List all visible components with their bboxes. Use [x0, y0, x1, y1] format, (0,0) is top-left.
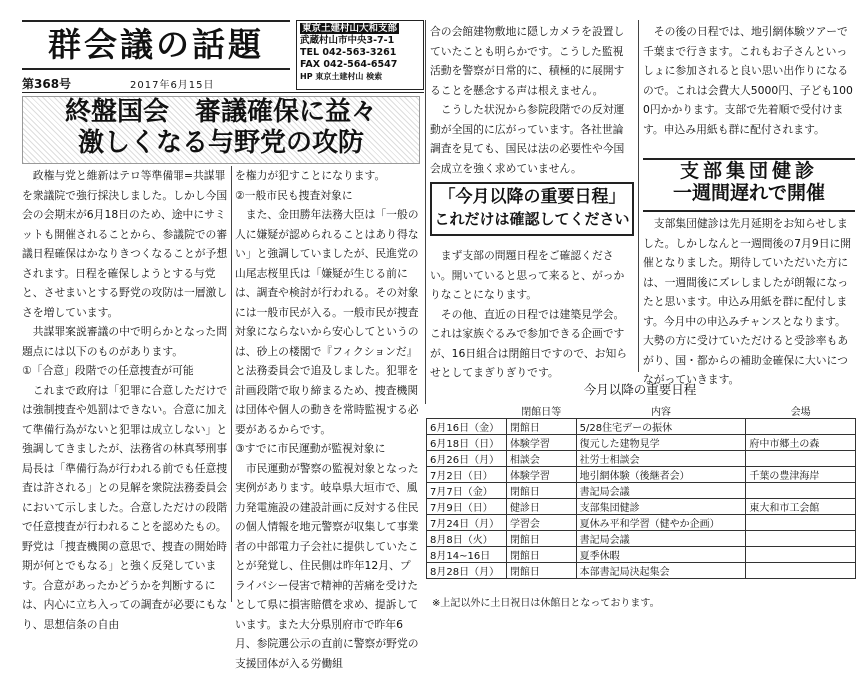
column-divider	[231, 166, 232, 602]
publisher-hp: HP 東京土建村山 検索	[300, 72, 383, 81]
schedule-header-content: 内容	[651, 407, 672, 418]
table-row	[427, 467, 856, 483]
schedule-type: 体験学習	[506, 467, 576, 483]
schedule-date: 7月24日（月）	[427, 515, 507, 531]
table-row	[427, 547, 856, 563]
schedule-header-date	[427, 403, 507, 419]
schedule-notice-heading	[430, 182, 634, 236]
schedule-content: 支部集団健診	[576, 499, 746, 515]
schedule-content: 夏休み平和学習（健やか企画）	[576, 515, 746, 531]
table-row	[427, 419, 856, 435]
schedule-type: 相談会	[506, 451, 576, 467]
schedule-header-type: 閉館日等	[521, 407, 562, 418]
schedule-date: 6月16日（金）	[427, 419, 507, 435]
publisher-info	[296, 20, 424, 90]
table-row	[427, 499, 856, 515]
column-divider	[638, 20, 639, 372]
publisher-tel: TEL 042-563-3261	[300, 47, 397, 58]
schedule-date: 6月26日（月）	[427, 451, 507, 467]
schedule-venue	[746, 451, 856, 467]
schedule-title: 今月以降の重要日程	[583, 382, 697, 397]
article-column-2: を権力が犯すことになります。 ②一般市民も捜査対象に また、金田勝年法務大臣は「一般の人に嫌疑が認められることはあり得ない」と強調していましたが、民進党の山尾志桜里氏は「嫌疑が生じる前には、調査や検討が行われる。その対象には一般市民が入る。一般市民が捜査対象にならないから安心してというのは、砂上の楼閣で『フィクションだ』と法務委員会で追及しました。犯罪を計画段階で取り締まるため、捜査機関は団体や個人の動きを常時監視する必要があるからです。 ③すでに市民運動が監視対象に 市民運動が警察の監視対象となった実例があります。岐阜県大垣市で、風力発電施設の建設計画に反対する住民の個人情報を地元警察が収集して事業者の中部電力子会社に提供していたことが発覚し、住民側は昨年12月、プライバシー侵害で精神的苦痛を受けたとして県に損害賠償を求め、提訴しています。また大分県別府市で昨年6月、参院選公示の直前に警察が野党の支援団体が入る労働組	[235, 169, 419, 670]
schedule-table	[426, 403, 856, 579]
table-row	[427, 515, 856, 531]
schedule-content: 書記局会議	[576, 483, 746, 499]
schedule-type: 閉館日	[506, 419, 576, 435]
schedule-venue: 東大和市工会館	[746, 499, 856, 515]
schedule-date: 7月9日（日）	[427, 499, 507, 515]
schedule-venue	[746, 547, 856, 563]
schedule-date: 6月18日（日）	[427, 435, 507, 451]
article-column-3b: まず支部の問題日程をご確認ください。開いていると思って来ると、がっかりなことになります。 その他、直近の日程では建築見学会。これは家族ぐるみで参加できる企画ですが、16日組合は閉館日ですので、お知らせとしてまぎりぎりです。	[430, 249, 628, 379]
schedule-type: 健診日	[506, 499, 576, 515]
publisher-address: 武蔵村山市中央3-7-1	[300, 35, 395, 46]
main-headline	[22, 96, 420, 164]
schedule-content: 復元した建物見学	[576, 435, 746, 451]
table-row	[427, 563, 856, 579]
schedule-type: 閉館日	[506, 547, 576, 563]
schedule-type: 学習会	[506, 515, 576, 531]
headline-line-1: 終盤国会 審議確保に益々	[64, 97, 377, 127]
schedule-date: 8月14~16日	[427, 547, 507, 563]
schedule-venue	[746, 419, 856, 435]
article-column-1: 政権与党と維新はテロ等準備罪=共謀罪を衆議院で強行採決しました。しかし今国会の会期末が6月18日のため、途中にサミットも開催されることから、参議院での審議日程確保はかなりきつくなることが予想されます。日程を確保しようとする与党と、させまいとする野党の攻防は一層激しさを増しています。 共謀罪案説審議の中で明らかとなった問題点には以下のものがあります。 ①「合意」段階での任意捜査が可能 これまで政府は「犯罪に合意しただけでは強制捜査や処罰はできない。合意に加えて準備行為がないと犯罪は成立しない」と強調してきましたが、法務省の林真琴刑事局長は「準備行為が行われる前でも任意捜査は許される」との見解を衆院法務委員会において示しました。合意しただけの段階で任意捜査が行われることを認めたもの。野党は「捜査機関の意思で、捜査の開始時期が何とでもなる」と強く反発しています。合意があったかどうかを判断するには、内心に立ち入っての調査が必要にもなり、思想信条の自由	[22, 169, 228, 631]
schedule-content: 夏季休暇	[576, 547, 746, 563]
checkup-line-2: 一週間遅れで開催	[672, 182, 825, 204]
schedule-content: 地引網体験（後継者会）	[576, 467, 746, 483]
schedule-venue	[746, 515, 856, 531]
article-column-4b: 支部集団健診は先月延期をお知らせしました。しかしなんと一週間後の7月9日に開催となりました。期待していただいた方には、一週間後にズレしましたが朗報になったと思います。申込み用紙を群に配付します。今月中の申込みチャンスとなります。大勢の方に受けていただけると受診率もあがり、国・都からの補助金確保に大いにつながっていきます。	[643, 217, 852, 386]
table-row	[427, 483, 856, 499]
newsletter-title: 群会議の話題	[22, 20, 290, 70]
issue-date: 2017年6月15日	[130, 80, 215, 91]
schedule-date: 8月8日（火）	[427, 531, 507, 547]
schedule-header-venue: 会場	[790, 407, 811, 418]
schedule-content: 5/28住宅デーの振休	[576, 419, 746, 435]
schedule-type: 体験学習	[506, 435, 576, 451]
schedule-type: 閉館日	[506, 531, 576, 547]
schedule-venue	[746, 531, 856, 547]
article-column-3a: 合の会館建物敷地に隠しカメラを設置していたことも明らかです。こうした監視活動を警察が日常的に、積極的に展開することを懸念する声は根えません。 こうした状況から参院段階での反対運動が全国的に広がっています。各社世論調査を見ても、国民は法の必要性や今国会成立を強く求めていません。	[430, 25, 625, 175]
table-row	[427, 435, 856, 451]
table-row	[427, 451, 856, 467]
schedule-content: 社労士相談会	[576, 451, 746, 467]
schedule-type: 閉館日	[506, 563, 576, 579]
table-row	[427, 531, 856, 547]
checkup-heading	[643, 158, 855, 212]
schedule-date: 8月28日（月）	[427, 563, 507, 579]
schedule-date: 7月2日（日）	[427, 467, 507, 483]
schedule-content: 本部書記局決起集会	[576, 563, 746, 579]
checkup-line-1: 支部集団健診	[679, 160, 818, 182]
issue-number: 第368号	[22, 77, 72, 91]
headline-line-2: 激しくなる与野党の攻防	[77, 128, 364, 158]
schedule-footnote: ※上記以外に土日祝日は休館日となっております。	[432, 598, 660, 609]
schedule-notice-line-1: 「今月以降の重要日程」	[438, 187, 626, 207]
schedule-venue: 府中市郷土の森	[746, 435, 856, 451]
schedule-type: 閉館日	[506, 483, 576, 499]
column-divider	[425, 20, 426, 404]
schedule-header-row	[427, 403, 856, 419]
schedule-venue	[746, 483, 856, 499]
schedule-notice-line-2: これだけは確認してください	[434, 210, 630, 228]
masthead-rule	[22, 92, 424, 93]
schedule-date: 7月7日（金）	[427, 483, 507, 499]
publisher-name: 東京土建村山大和支部	[302, 23, 398, 34]
schedule-content: 書記局会議	[576, 531, 746, 547]
schedule-venue	[746, 563, 856, 579]
publisher-fax: FAX 042-564-6547	[300, 59, 398, 70]
article-column-4a: その後の日程では、地引網体験ツアーで千葉まで行きます。これもお子さんといっしょに参加されると良い思い出作りになるので。これは会費大人5000円、子ども1000円かかります。支部で先着順で受付けます。申込み用紙も群に配付されます。	[643, 25, 853, 136]
schedule-venue: 千葉の豊津海岸	[746, 467, 856, 483]
